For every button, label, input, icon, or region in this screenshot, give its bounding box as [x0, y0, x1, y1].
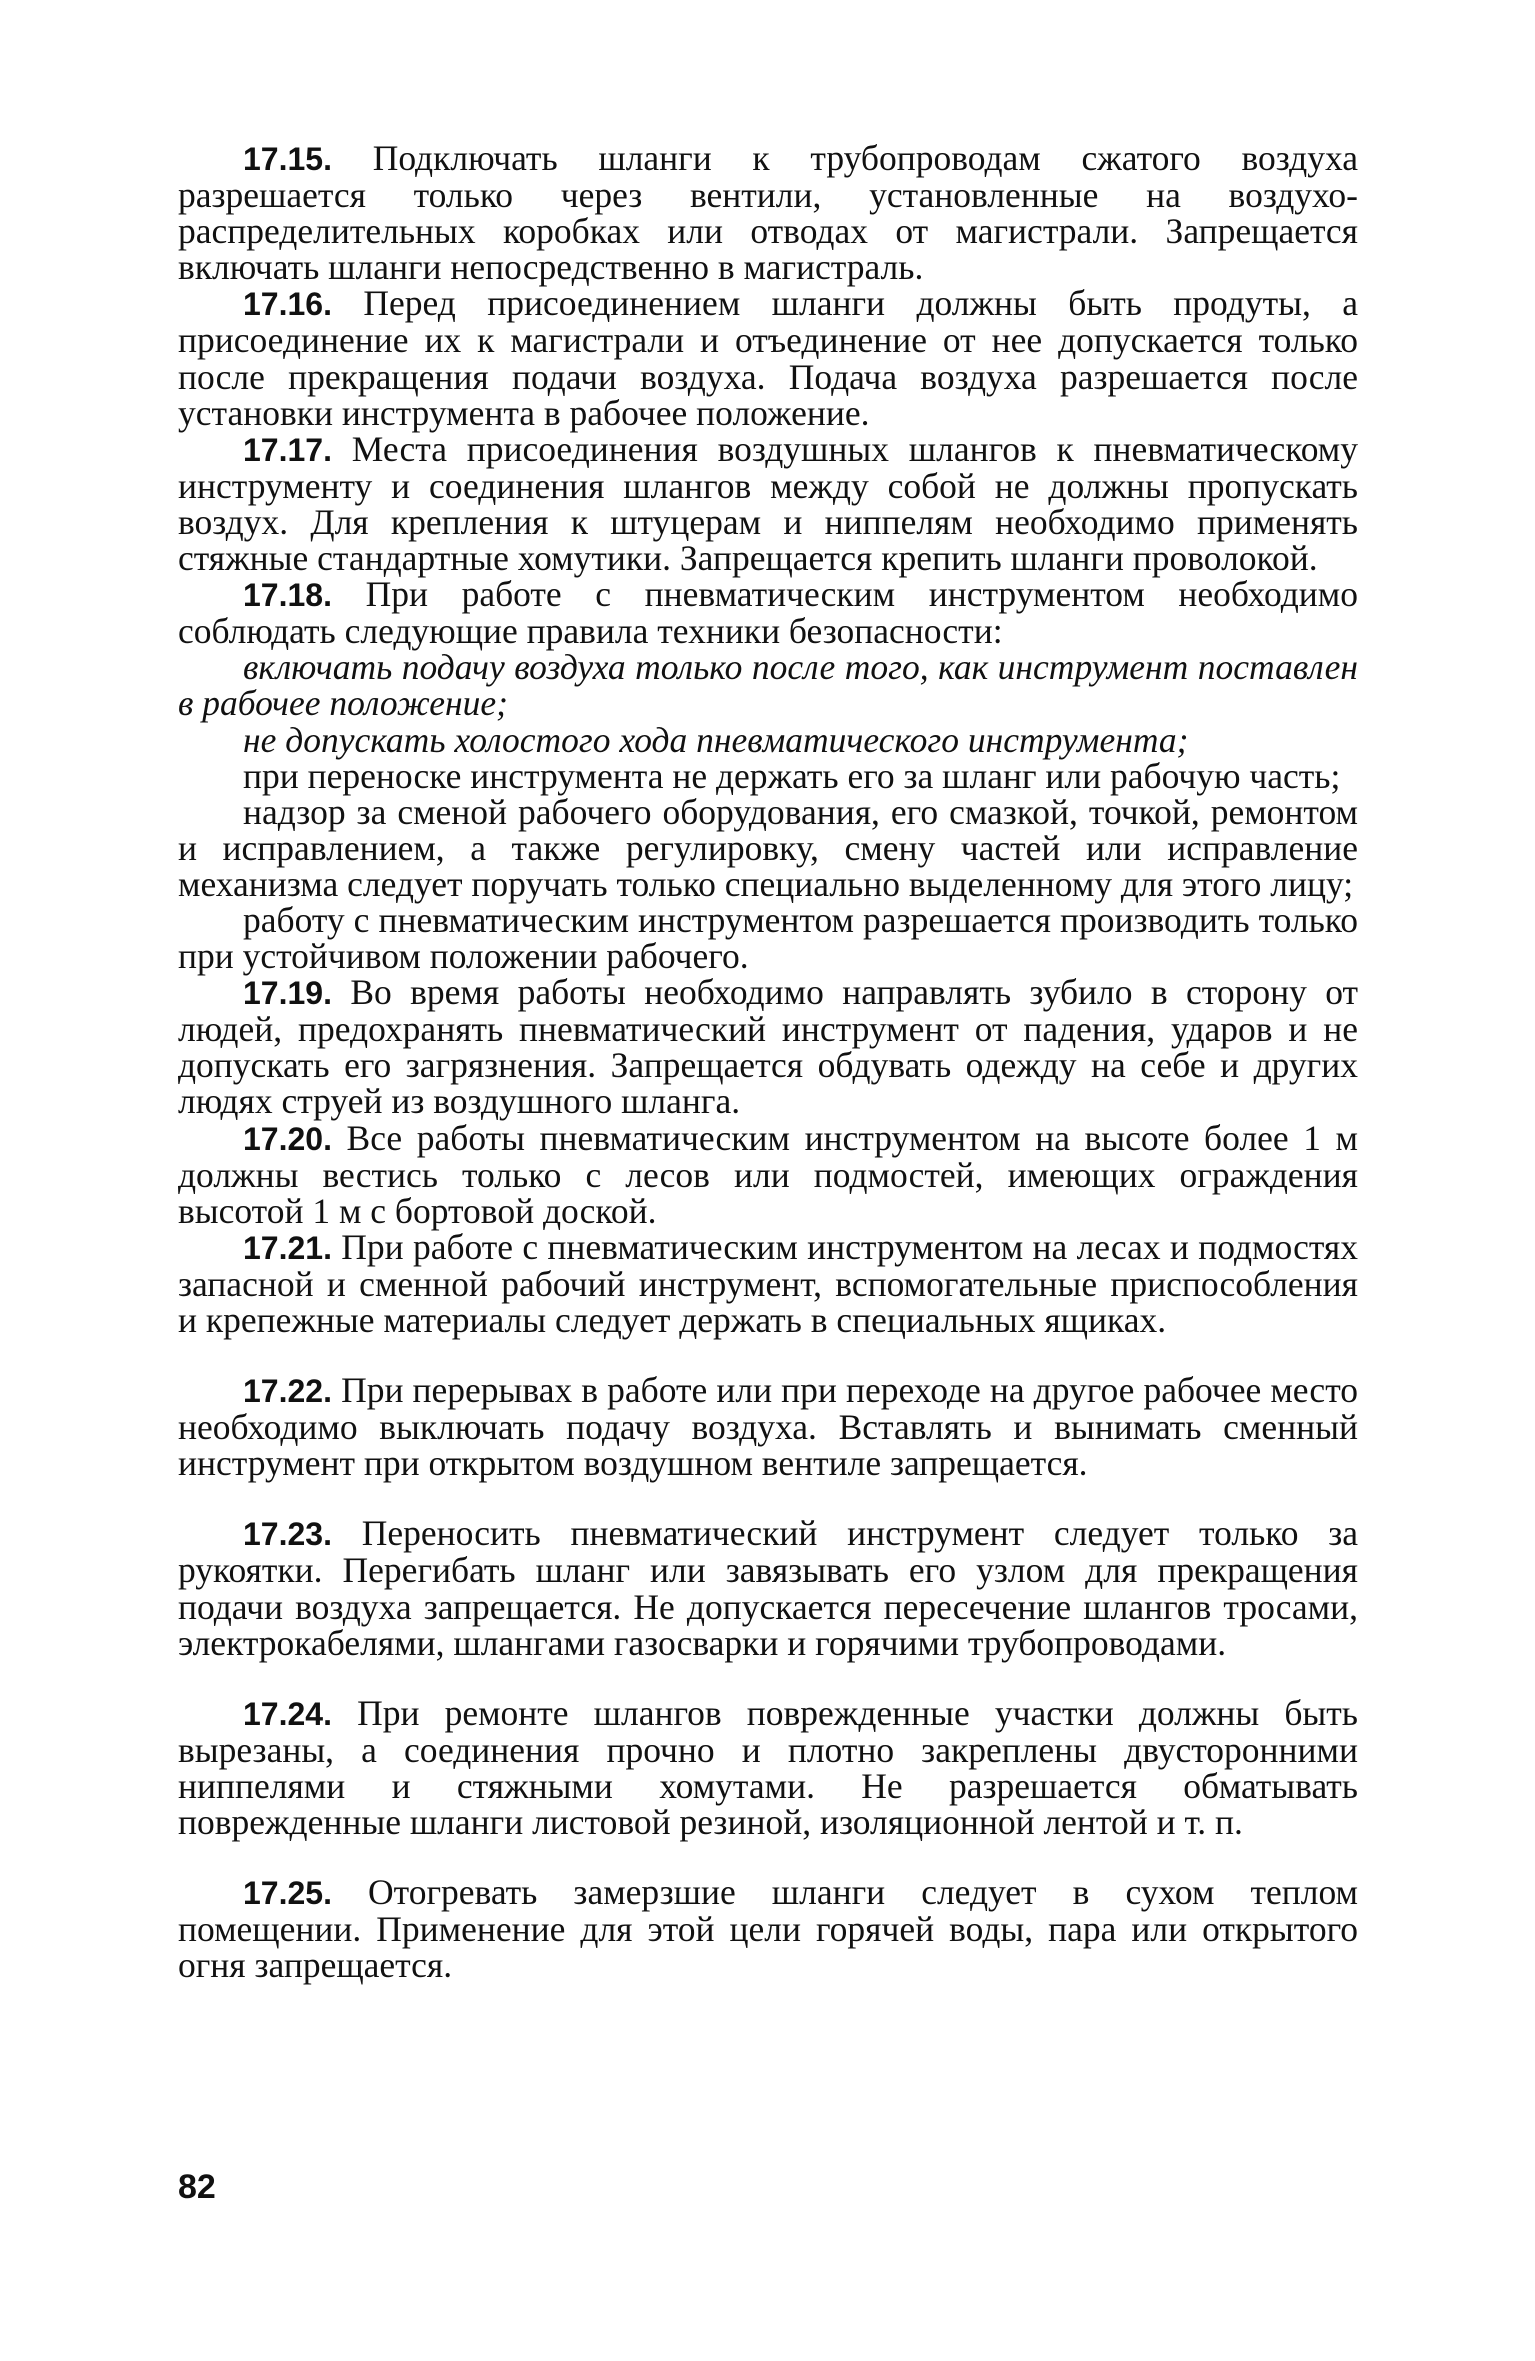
paragraph-number: 17.25. [243, 1875, 332, 1912]
paragraph-text: Подключать шланги к трубопроводам сжатого воздуха разрешается только через вентили, установленные на воздухо-распределительных коробках или отводах от магистрали. Запрещается включать шланги непосредственно в магистраль. [178, 138, 1359, 288]
page-number: 82 [178, 2168, 216, 2206]
paragraph-17-21 [178, 1226, 1358, 1340]
paragraph-number: 17.15. [243, 141, 332, 177]
paragraph-text: При работе с пневматическим инструментом необходимо соблюдать следующие правила техники безопасности: [178, 574, 1358, 652]
paragraph-text: Переносить пневматический инструмент следует только за рукоятки. Перегибать шланг или завязывать его узлом для прекращения подачи воздуха запрещается. Не допускается пересечение шлангов тросами, электрокабелями, шлангами газосварки и горячими трубопроводами. [178, 1513, 1359, 1663]
document-page [178, 138, 1359, 1986]
rule-item: надзор за сменой рабочего оборудования, его смазкой, точкой, ремонтом и исправлением, а также регулировку, смену частей или исправление механизма следует поручать только специально выделенному для этого лицу; [178, 791, 1358, 904]
paragraph-text: Места присоединения воздушных шлангов к пневматическому инструменту и соединения шлангов между собой не должны пропускать воздух. Для крепления к штуцерам и ниппелям необходимо применять стяжные стандартные хомутики. Запрещается крепить шланги проволокой. [178, 428, 1359, 579]
paragraph-number: 17.21. [243, 1229, 332, 1266]
paragraph-number: 17.16. [243, 286, 332, 323]
paragraph-text: Перед присоединением шланги должны быть продуты, а присоединение их к магистрали и отъединение от нее допускается только после прекращения подачи воздуха. Подача воздуха разрешается после установки инструмента в рабочее положение. [178, 283, 1358, 433]
paragraph-text: Все работы пневматическим инструментом на высоте более 1 м должны вестись только с лесов или подмостей, имеющих ограждения высотой 1 м с бортовой доской. [178, 1117, 1358, 1231]
paragraph-17-18 [178, 574, 1358, 652]
paragraph-17-19 [178, 972, 1358, 1122]
paragraph-number: 17.23. [243, 1516, 332, 1553]
paragraph-number: 17.22. [243, 1373, 332, 1410]
paragraph-number: 17.18. [243, 577, 332, 614]
paragraph-number: 17.20. [243, 1120, 332, 1157]
paragraph-17-24 [178, 1692, 1358, 1843]
paragraph-17-20 [178, 1117, 1358, 1231]
paragraph-text: При работе с пневматическим инструментом на лесах и подмостях запасной и сменной рабочий инструмент, вспомогательные приспособления и крепежные материалы следует держать в специальных ящиках. [178, 1226, 1358, 1340]
paragraph-text: Во время работы необходимо направлять зубило в сторону от людей, предохранять пневматический инструмент от падения, ударов и не допускать его загрязнения. Запрещается обдувать одежду на себе и других людях струей из воздушного шланга. [178, 972, 1358, 1122]
paragraph-17-17 [178, 428, 1359, 579]
rule-item: при переноске инструмента не держать его за шланг или рабочую часть; [243, 755, 1341, 796]
paragraph-text: При перерывах в работе или при переходе на другое рабочее место необходимо выключать подачу воздуха. Вставлять и вынимать сменный инструмент при открытом воздушном вентиле запрещается. [178, 1370, 1358, 1484]
paragraph-number: 17.17. [243, 431, 332, 468]
rule-item: работу с пневматическим инструментом разрешается производить только при устойчивом положении рабочего. [178, 899, 1358, 977]
paragraph-text: При ремонте шлангов поврежденные участки должны быть вырезаны, а соединения прочно и плотно закреплены двусторонними ниппелями и стяжными хомутами. Не разрешается обматывать поврежденные шланги листовой резиной, изоляционной лентой и т. п. [178, 1692, 1358, 1843]
paragraph-number: 17.24. [243, 1695, 332, 1732]
paragraph-17-16 [178, 283, 1358, 433]
paragraph-17-25 [178, 1872, 1358, 1986]
paragraph-17-22 [178, 1370, 1358, 1484]
rule-item: не допускать холостого хода пневматического инструмента; [243, 719, 1189, 760]
paragraph-text: Отогревать замерзшие шланги следует в сухом теплом помещении. Применение для этой цели горячей воды, пара или открытого огня запрещается. [178, 1872, 1358, 1986]
rule-item: включать подачу воздуха только после того, как инструмент поставлен в рабочее положение; [178, 647, 1358, 724]
paragraph-number: 17.19. [243, 975, 332, 1012]
paragraph-17-15 [178, 138, 1359, 288]
paragraph-17-23 [178, 1513, 1359, 1663]
